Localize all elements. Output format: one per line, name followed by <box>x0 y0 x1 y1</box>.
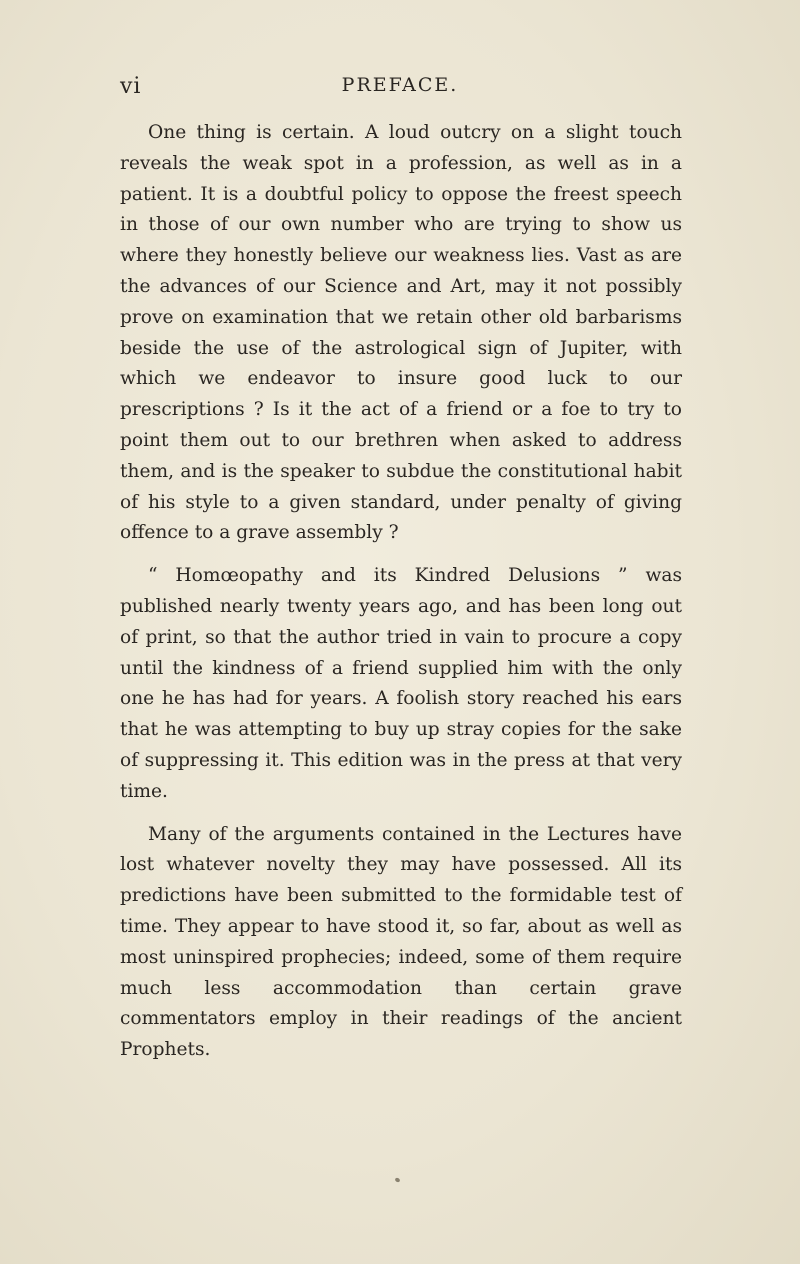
paragraph-3: Many of the arguments contained in the Lectures have lost whatever novelty they may have possessed. All its predictions have been submitted to the formidable test of time. They appear to have stood it, so far, about as well as most uninspired prophecies; indeed, some of them require much less accommodation than certain grave commentators employ in their readings of the ancient Prophets. <box>120 823 682 1061</box>
running-title: PREFACE. <box>341 74 459 96</box>
running-head <box>120 74 680 104</box>
ink-speck <box>394 1177 400 1183</box>
page-number: vi <box>120 74 142 99</box>
paragraph-2: “ Homœopathy and its Kindred Delusions ” was published nearly twenty years ago, and has been long out of print, so that the author tried in vain to procure a copy until the kindness of a friend supplied him with the only one he has had for years. A foolish story reached his ears that he was attempting to buy up stray copies for the sake of suppressing it. This edition was in the press at that very time. <box>120 565 682 802</box>
body-text <box>120 118 682 1066</box>
paragraph-1: One thing is certain. A loud outcry on a slight touch reveals the weak spot in a profession, as well as in a patient. It is a doubtful policy to oppose the freest speech in those of our own number who are trying to show us where they honestly believe our weakness lies. Vast as are the advances of our Science and Art, may it not possibly prove on examination that we retain other old barbarisms beside the use of the astrological sign of Jupiter, with which we endeavor to insure good luck to our prescriptions ? Is it the act of a friend or a foe to try to point them out to our brethren when asked to address them, and is the speaker to subdue the constitutional habit of his style to a given standard, under penalty of giving offence to a grave assembly ? <box>120 122 682 544</box>
